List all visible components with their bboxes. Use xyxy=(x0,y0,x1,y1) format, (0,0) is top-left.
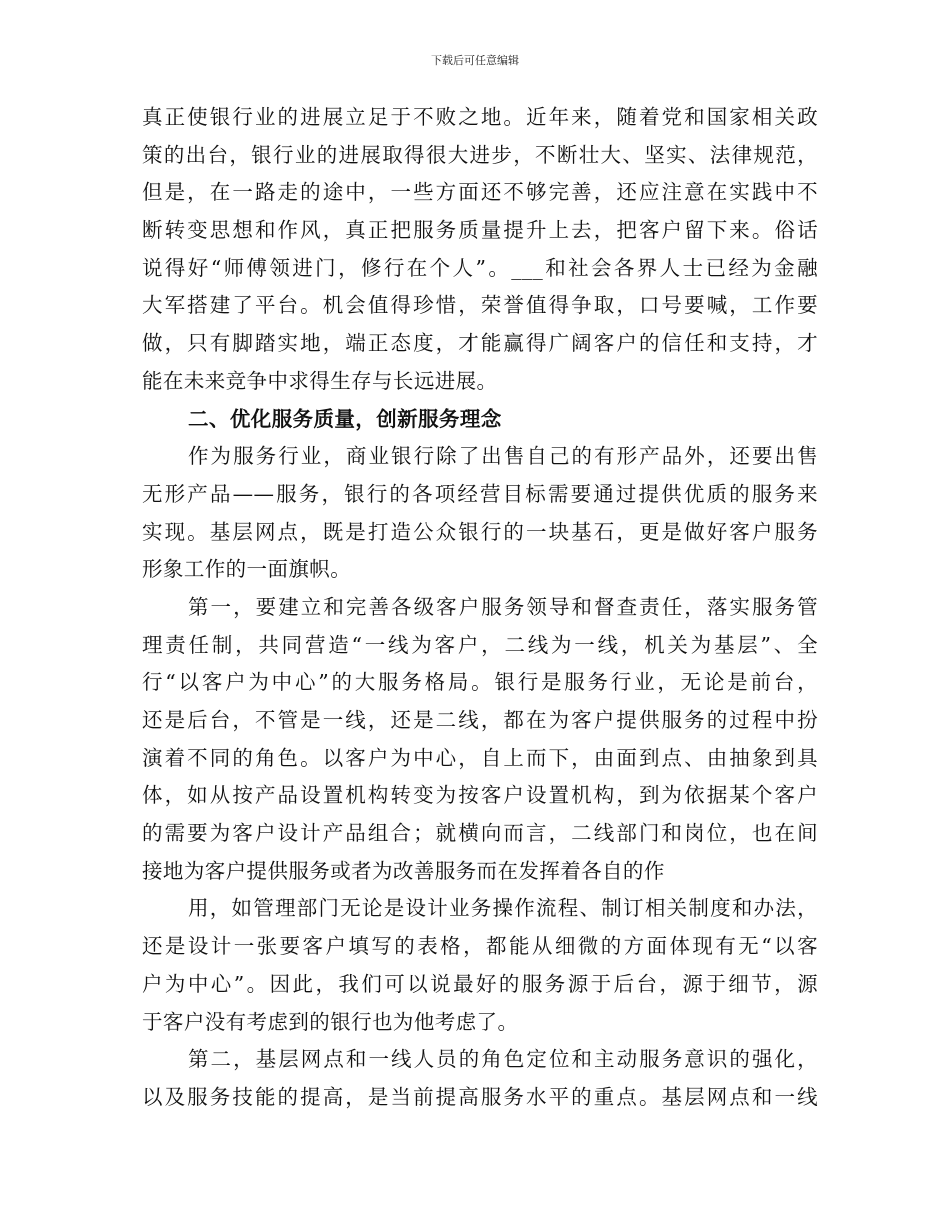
text-line: 还是后台，不管是一线，还是二线，都在为客户提供服务的过程中扮 xyxy=(142,708,818,732)
text-line: 用，如管理部门无论是设计业务操作流程、制订相关制度和办法， xyxy=(188,896,818,921)
text-line: 做，只有脚踏实地，端正态度，才能赢得广阔客户的信任和支持，才 xyxy=(142,331,818,356)
text-line: 能在未来竞争中求得生存与长远进展。 xyxy=(142,368,498,393)
text-line: 无形产品——服务，银行的各项经营目标需要通过提供优质的服务来 xyxy=(142,481,818,506)
text-line: 演着不同的角色。以客户为中心，自上而下，由面到点、由抽象到具 xyxy=(142,745,818,770)
section-heading: 二、优化服务质量，创新服务理念 xyxy=(188,406,502,431)
text-line: 大军搭建了平台。机会值得珍惜，荣誉值得争取，口号要喊，工作要 xyxy=(142,293,818,318)
text-line: 第二，基层网点和一线人员的角色定位和主动服务意识的强化， xyxy=(188,1047,818,1072)
document-body xyxy=(142,99,818,1117)
text-line: 接地为客户提供服务或者为改善服务而在发挥着各自的作 xyxy=(142,858,665,883)
text-line: 形象工作的一面旗帜。 xyxy=(142,557,352,582)
text-line: 还是设计一张要客户填写的表格，都能从细微的方面体现有无“以客 xyxy=(142,934,818,959)
text-line: 断转变思想和作风，真正把服务质量提升上去，把客户留下来。俗话 xyxy=(142,218,818,243)
text-line: 实现。基层网点，既是打造公众银行的一块基石，更是做好客户服务 xyxy=(142,519,818,544)
text-line: 但是，在一路走的途中，一些方面还不够完善，还应注意在实践中不 xyxy=(142,180,818,205)
text-line: 于客户没有考虑到的银行也为他考虑了。 xyxy=(142,1009,519,1034)
text-line: 真正使银行业的进展立足于不败之地。近年来，随着党和国家相关政 xyxy=(142,105,818,129)
text-line: 户为中心”。因此，我们可以说最好的服务源于后台，源于细节，源 xyxy=(142,971,818,996)
text-line: 第一，要建立和完善各级客户服务领导和督查责任，落实服务管 xyxy=(188,594,818,619)
text-line: 以及服务技能的提高，是当前提高服务水平的重点。基层网点和一线 xyxy=(142,1084,818,1109)
text-line: 行“以客户为中心”的大服务格局。银行是服务行业，无论是前台， xyxy=(142,670,818,695)
text-line: 理责任制，共同营造“一线为客户，二线为一线，机关为基层”、全 xyxy=(142,632,818,657)
text-line: 说得好“师傅领进门，修行在个人”。___和社会各界人士已经为金融 xyxy=(142,255,818,280)
text-line: 的需要为客户设计产品组合；就横向而言，二线部门和岗位，也在间 xyxy=(142,821,818,846)
text-line: 体，如从按产品设置机构转变为按客户设置机构，到为依据某个客户 xyxy=(142,783,818,808)
text-line: 作为服务行业，商业银行除了出售自己的有形产品外，还要出售 xyxy=(188,444,818,469)
page-header-note: 下载后可任意编辑 xyxy=(431,54,519,67)
text-line: 策的出台，银行业的进展取得很大进步，不断壮大、坚实、法律规范， xyxy=(142,142,818,167)
